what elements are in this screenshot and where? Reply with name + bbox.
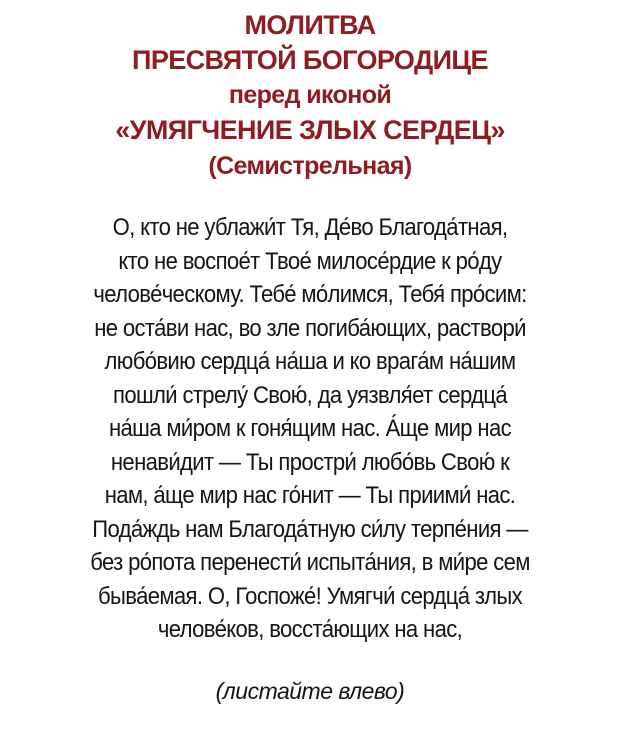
swipe-left-hint: (листайте влево) xyxy=(215,678,405,704)
prayer-line: Пода́ждь нам Благода́тную си́лу терпе́ния — xyxy=(92,515,528,543)
prayer-line: без ро́пота перенести́ испыта́ния, в ми́ре сем xyxy=(90,549,530,576)
prayer-line: челове́ков, восста́ющих на нас, xyxy=(157,616,463,643)
prayer-line: ненави́дит — Ты простри́ любо́вь Свою́ к xyxy=(110,448,510,476)
title-prayer: МОЛИТВА xyxy=(244,10,376,40)
title-theotokos: ПРЕСВЯТОЙ БОГОРОДИЦЕ xyxy=(132,45,488,75)
prayer-line: не оста́ви нас, во зле погиба́ющих, раствори́ xyxy=(94,314,526,342)
prayer-line: нам, а́ще мир нас го́нит — Ты приими́ нас. xyxy=(104,482,516,509)
prayer-line: челове́ческому. Тебе́ мо́лимся, Тебя́ про́сим: xyxy=(93,281,527,308)
prayer-text xyxy=(25,211,595,647)
title-icon-name: «УМЯГЧЕНИЕ ЗЛЫХ СЕРДЕЦ» xyxy=(115,115,505,145)
prayer-line: быва́емая. О, Госпоже́! Умягчи́ сердца́ злых xyxy=(98,582,522,610)
title-icon-alt-name: (Семистрельная) xyxy=(208,152,412,180)
prayer-line: кто не воспое́т Твое́ милосе́рдие к ро́ду xyxy=(118,247,502,275)
title-before-icon: перед иконой xyxy=(228,81,392,109)
prayer-line: любо́вию сердца́ на́ша и ко врага́м на́шим xyxy=(104,348,516,375)
prayer-line: пошли́ стрелу́ Свою́, да уязвля́ет сердца́ xyxy=(113,381,507,409)
prayer-line: на́ша ми́ром к гоня́щим нас. А́ще мир нас xyxy=(108,415,512,442)
prayer-line: О, кто не ублажи́т Тя, Де́во Благода́тная, xyxy=(112,214,508,241)
title-block xyxy=(0,8,620,184)
